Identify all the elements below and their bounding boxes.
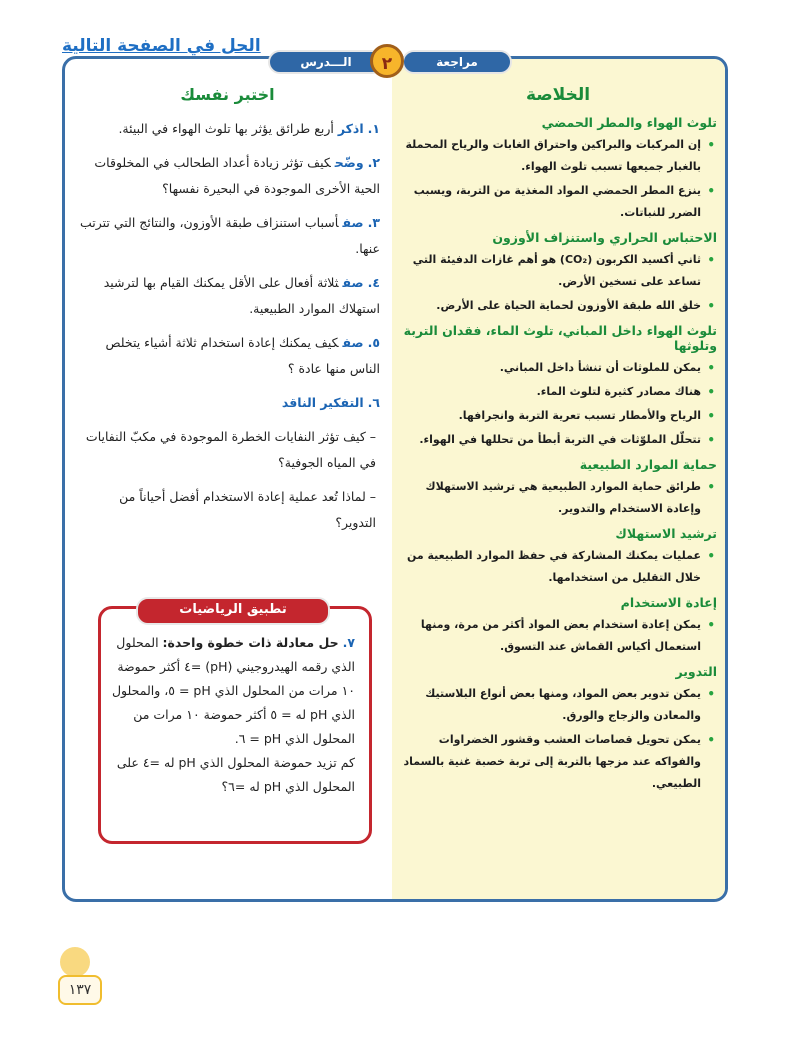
critical-question: – لماذا تُعد عملية إعادة الاستخدام أفضل أحياناً من التدوير؟ (119, 489, 376, 530)
summary-item (399, 381, 717, 403)
bullet-icon: • (707, 687, 715, 701)
summary-item (399, 357, 717, 379)
summary-heading: تلوث الهواء داخل المباني، تلوث الماء، فقدان التربة وتلوثها (403, 323, 717, 353)
review-label: مراجعة (402, 50, 512, 74)
bullet-icon: • (707, 253, 715, 267)
summary-heading: حماية الموارد الطبيعية (579, 457, 717, 472)
question-num: ١. (367, 121, 380, 136)
summary-item-text: يمكن إعادة استخدام بعض المواد أكثر من مرة، ومنها استعمال أكياس القماش عند التسوق. (420, 618, 701, 653)
summary-item-text: ينزع المطر الحمضي المواد المغذية من التربة، ويسبب الضرر للنباتات. (413, 184, 701, 219)
math-tab: تطبيق الرياضيات (136, 597, 330, 625)
summary-item (399, 476, 717, 520)
summary-item (399, 295, 717, 317)
question-verb: صف (342, 215, 364, 230)
math-body: المحلول الذي رقمه الهيدروجيني (pH) =٤ أكثر حموضة ١٠ مرات من المحلول الذي pH = ٥، والمحلول الذي pH له = ٥ أكثر حموضة ١٠ مرات من المحلول الذي pH = ٦. (111, 635, 355, 746)
question-text: كيف تؤثر زيادة أعداد الطحالب في المخلوقات الحية الأخرى الموجودة في البحيرة نفسها؟ (94, 155, 380, 196)
self-test-title: اختبر نفسك (180, 85, 275, 104)
bullet-icon: • (707, 733, 715, 747)
next-page-note: الحل في الصفحة التالية (62, 36, 261, 56)
question-verb: صف (342, 335, 364, 350)
bullet-icon: • (707, 433, 715, 447)
summary-item (399, 405, 717, 427)
question-text: أسباب استنزاف طبقة الأوزون، والنتائج التي تترتب عنها. (79, 215, 380, 256)
summary-item-text: طرائق حماية الموارد الطبيعية هي ترشيد الاستهلاك وإعادة الاستخدام والتدوير. (425, 480, 701, 515)
math-content (111, 631, 355, 799)
question-item (75, 210, 380, 262)
summary-heading: إعادة الاستخدام (620, 595, 717, 610)
summary-item (399, 545, 717, 589)
question-text: ثلاثة أفعال على الأقل يمكنك القيام بها لترشيد استهلاك الموارد الطبيعية. (103, 275, 380, 316)
bullet-icon: • (707, 138, 715, 152)
question-verb: اذكر (337, 121, 364, 136)
bullet-icon: • (707, 480, 715, 494)
summary-column (399, 85, 717, 797)
math-question: كم تزيد حموضة المحلول الذي pH له =٤ على المحلول الذي pH له =٦؟ (116, 755, 355, 794)
bullet-icon: • (707, 409, 715, 423)
self-test-column (75, 85, 380, 544)
question-item (75, 150, 380, 202)
question-verb: التفكير الناقد (281, 395, 364, 410)
summary-heading: الاحتباس الحراري واستنزاف الأوزون (492, 230, 717, 245)
summary-item-text: تتحلّل الملوّثات في التربة أبطأ من تحللها في الهواء. (419, 433, 701, 446)
decoration-icon (60, 947, 90, 977)
summary-item-text: يمكن تدوير بعض المواد، ومنها بعض أنواع البلاستيك والمعادن والزجاج والورق. (425, 687, 701, 722)
bullet-icon: • (707, 184, 715, 198)
summary-item (399, 729, 717, 795)
question-item (75, 330, 380, 382)
summary-item-text: ثاني أكسيد الكربون (CO₂) هو أهم غازات الدفيئة التي تساعد على تسخين الأرض. (412, 253, 701, 288)
lesson-number: ٢ (370, 44, 404, 78)
summary-item (399, 683, 717, 727)
summary-item (399, 180, 717, 224)
question-num: ٣. (367, 215, 380, 230)
bullet-icon: • (707, 385, 715, 399)
summary-heading: التدوير (675, 664, 717, 679)
question-num: ٥. (367, 335, 380, 350)
critical-question: – كيف تؤثر النفايات الخطرة الموجودة في مكبّ النفايات في المياه الجوفية؟ (85, 429, 376, 470)
math-application-box (98, 606, 372, 844)
math-number: ٧. (342, 635, 355, 650)
bullet-icon: • (707, 299, 715, 313)
bullet-icon: • (707, 361, 715, 375)
summary-item-text: إن المركبات والبراكين واحتراق الغابات والرياح المحملة بالغبار جميعها تسبب تلوث الهواء. (405, 138, 701, 173)
question-text: أربع طرائق يؤثر بها تلوث الهواء في البيئة. (118, 121, 334, 136)
question-text: كيف يمكنك إعادة استخدام ثلاثة أشياء يتخلص الناس منها عادة ؟ (105, 335, 380, 376)
question-item (75, 116, 380, 142)
bullet-icon: • (707, 549, 715, 563)
summary-item-text: الرياح والأمطار تسبب تعرية التربة وانجرافها. (458, 409, 701, 422)
lesson-label: الـــدرس (268, 50, 384, 74)
summary-item-text: يمكن تحويل قصاصات العشب وقشور الخضراوات والفواكه عند مزجها بالتربة إلى تربة خصبة غنية بالسماد الطبيعي. (403, 733, 701, 790)
page-number: ١٣٧ (58, 975, 102, 1005)
summary-item-text: عمليات يمكنك المشاركة في حفظ الموارد الطبيعية من خلال التقليل من استخدامها. (406, 549, 701, 584)
summary-item (399, 249, 717, 293)
summary-item (399, 614, 717, 658)
summary-title: الخلاصة (525, 85, 591, 105)
question-num: ٤. (367, 275, 380, 290)
summary-item-text: يمكن للملوثات أن تنشأ داخل المباني. (499, 361, 701, 374)
question-verb: صف (342, 275, 364, 290)
question-num: ٦. (367, 395, 380, 410)
summary-item (399, 134, 717, 178)
summary-item-text: خلق الله طبقة الأوزون لحماية الحياة على الأرض. (436, 299, 701, 312)
summary-item (399, 429, 717, 451)
math-lead: حل معادلة ذات خطوة واحدة: (162, 635, 339, 650)
question-verb: وضّح (334, 155, 364, 170)
question-num: ٢. (367, 155, 380, 170)
summary-heading: تلوث الهواء والمطر الحمضي (541, 115, 717, 130)
summary-heading: ترشيد الاستهلاك (615, 526, 717, 541)
question-item (75, 270, 380, 322)
lesson-header (268, 44, 512, 74)
bullet-icon: • (707, 618, 715, 632)
summary-item-text: هناك مصادر كثيرة لتلوث الماء. (536, 385, 701, 398)
question-item (75, 390, 380, 416)
